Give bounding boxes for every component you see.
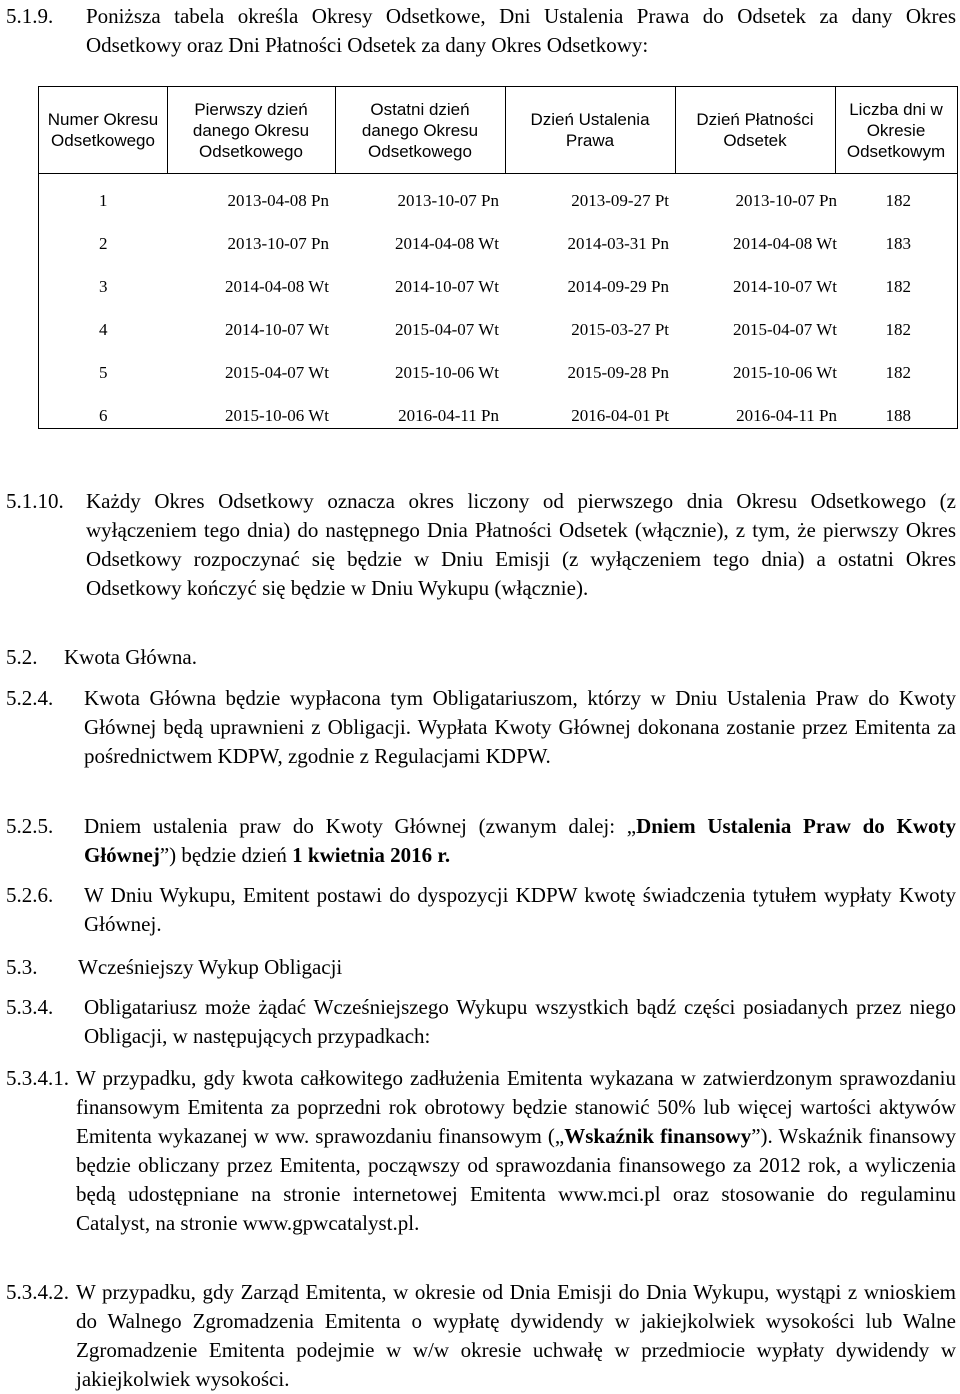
section-title: Wcześniejszy Wykup Obligacji [78, 955, 343, 979]
cell-record-date: 2014-09-29 Pn [567, 276, 669, 296]
defined-term: Dniem Ustalenia Praw do Kwoty Głównej [84, 814, 956, 867]
cell-last-day: 2015-04-07 Wt [394, 319, 499, 339]
cell-last-day: 2016-04-11 Pn [398, 405, 499, 425]
cell-first-day: 2013-04-08 Pn [227, 190, 329, 210]
section-number: 5.3. [6, 955, 38, 979]
section-text: Dniem ustalenia praw do Kwoty Głównej (zwanym dalej: „Dniem Ustalenia Praw do Kwoty Głównej”) będzie dzień 1 kwietnia 2016 r. [84, 814, 956, 867]
table-row [39, 265, 957, 307]
section-text: W przypadku, gdy kwota całkowitego zadłużenia Emitenta wykazana w zatwierdzonym sprawozdaniu finansowym Emitenta za poprzedni rok obrotowy będzie stanowić 50% lub więcej wartości aktywów Emitenta wykazanej w ww. sprawozdaniu finansowym („Wskaźnik finansowy”). Wskaźnik finansowy będzie obliczany przez Emitenta, począwszy od sprawozdania finansowego za 2012 rok, a wyliczenia będą udostępniane na stronie internetowej Emitenta www.mci.pl oraz stosowanie do regulaminu Catalyst, na stronie www.gpwcatalyst.pl. [76, 1066, 957, 1235]
section-number: 5.2.4. [6, 686, 54, 710]
cell-last-day: 2015-10-06 Wt [394, 362, 499, 382]
section-title: Kwota Główna. [64, 645, 197, 669]
cell-first-day: 2013-10-07 Pn [227, 233, 329, 253]
cell-period: 3 [99, 276, 108, 296]
section-text: Kwota Główna będzie wypłacona tym Obligatariuszom, którzy w Dniu Ustalenia Praw do Kwoty Głównej będą uprawnieni z Obligacji. Wypłata Kwoty Głównej dokonana zostanie przez Emitenta za pośrednictwem KDPW, zgodnie z Regulacjami KDPW. [84, 686, 956, 768]
cell-first-day: 2014-10-07 Wt [224, 319, 329, 339]
section-text: Każdy Okres Odsetkowy oznacza okres liczony od pierwszego dnia Okresu Odsetkowego (z wyłączeniem tego dnia) do następnego Dnia Płatności Odsetek (włącznie), z tym, że pierwszy Okres Odsetkowy rozpoczynać się będzie w Dniu Emisji (z wyłączeniem tego dnia) a ostatni Okres Odsetkowy kończyć się będzie w Dniu Wykupu (włącznie). [86, 489, 956, 600]
section-number: 5.3.4. [6, 995, 54, 1019]
cell-days: 182 [885, 362, 911, 382]
cell-payment-date: 2014-04-08 Wt [732, 233, 837, 253]
section-number: 5.3.4.1. [6, 1066, 69, 1090]
cell-days: 188 [885, 405, 911, 425]
cell-last-day: 2013-10-07 Pn [397, 190, 499, 210]
cell-days: 183 [885, 233, 911, 253]
cell-last-day: 2014-04-08 Wt [394, 233, 499, 253]
header-period-number: Numer Okresu Odsetkowego [47, 110, 159, 150]
table-row [39, 351, 957, 393]
section-text: Poniższa tabela określa Okresy Odsetkowe, Dni Ustalenia Prawa do Odsetek za dany Okres Odsetkowy oraz Dni Płatności Odsetek za dany Okres Odsetkowy: [86, 4, 956, 57]
cell-period: 6 [99, 405, 108, 425]
section-number: 5.1.9. [6, 4, 54, 28]
defined-term: Wskaźnik finansowy [564, 1124, 752, 1148]
cell-payment-date: 2016-04-11 Pn [736, 405, 837, 425]
cell-last-day: 2014-10-07 Wt [394, 276, 499, 296]
section-text: W przypadku, gdy Zarząd Emitenta, w okresie od Dnia Emisji do Dnia Wykupu, wystąpi z wnioskiem do Walnego Zgromadzenia Emitenta o wypłatę dywidendy w jakiejkolwiek wysokości lub Walne Zgromadzenie Emitenta podejmie w w/w okresie uchwałę w przedmiocie wypłaty dywidendy w jakiejkolwiek wysokości. [76, 1280, 956, 1391]
cell-payment-date: 2015-10-06 Wt [732, 362, 837, 382]
cell-payment-date: 2013-10-07 Pn [735, 190, 837, 210]
cell-days: 182 [885, 276, 911, 296]
section-number: 5.3.4.2. [6, 1280, 69, 1304]
cell-period: 2 [99, 233, 108, 253]
cell-period: 5 [99, 362, 108, 382]
header-last-day: Ostatni dzień danego Okresu Odsetkowego [361, 99, 479, 161]
cell-first-day: 2015-04-07 Wt [224, 362, 329, 382]
defined-date: 1 kwietnia 2016 r. [292, 843, 451, 867]
section-number: 5.2.6. [6, 883, 54, 907]
interest-periods-table [38, 86, 958, 429]
header-first-day: Pierwszy dzień danego Okresu Odsetkowego [192, 99, 310, 161]
section-number: 5.2.5. [6, 814, 54, 838]
header-record-date: Dzień Ustalenia Prawa [530, 110, 650, 150]
cell-period: 4 [99, 319, 108, 339]
cell-first-day: 2014-04-08 Wt [224, 276, 329, 296]
table-row [39, 308, 957, 350]
table-row [39, 394, 957, 436]
section-number: 5.2. [6, 645, 38, 669]
header-days-count: Liczba dni w Okresie Odsetkowym [846, 99, 946, 161]
cell-record-date: 2016-04-01 Pt [571, 405, 669, 425]
section-number: 5.1.10. [6, 489, 64, 513]
header-divider [39, 173, 957, 174]
table-row [39, 222, 957, 264]
cell-days: 182 [885, 319, 911, 339]
cell-record-date: 2013-09-27 Pt [571, 190, 669, 210]
cell-payment-date: 2014-10-07 Wt [732, 276, 837, 296]
section-text: Obligatariusz może żądać Wcześniejszego Wykupu wszystkich bądź części posiadanych przez niego Obligacji, w następujących przypadkach: [84, 995, 956, 1048]
cell-record-date: 2015-09-28 Pn [567, 362, 669, 382]
header-payment-date: Dzień Płatności Odsetek [696, 110, 814, 150]
cell-period: 1 [99, 190, 108, 210]
cell-days: 182 [885, 190, 911, 210]
cell-record-date: 2015-03-27 Pt [571, 319, 669, 339]
cell-record-date: 2014-03-31 Pn [567, 233, 669, 253]
cell-first-day: 2015-10-06 Wt [224, 405, 329, 425]
table-row [39, 179, 957, 221]
section-text: W Dniu Wykupu, Emitent postawi do dyspozycji KDPW kwotę świadczenia tytułem wypłaty Kwoty Głównej. [84, 883, 956, 936]
cell-payment-date: 2015-04-07 Wt [732, 319, 837, 339]
